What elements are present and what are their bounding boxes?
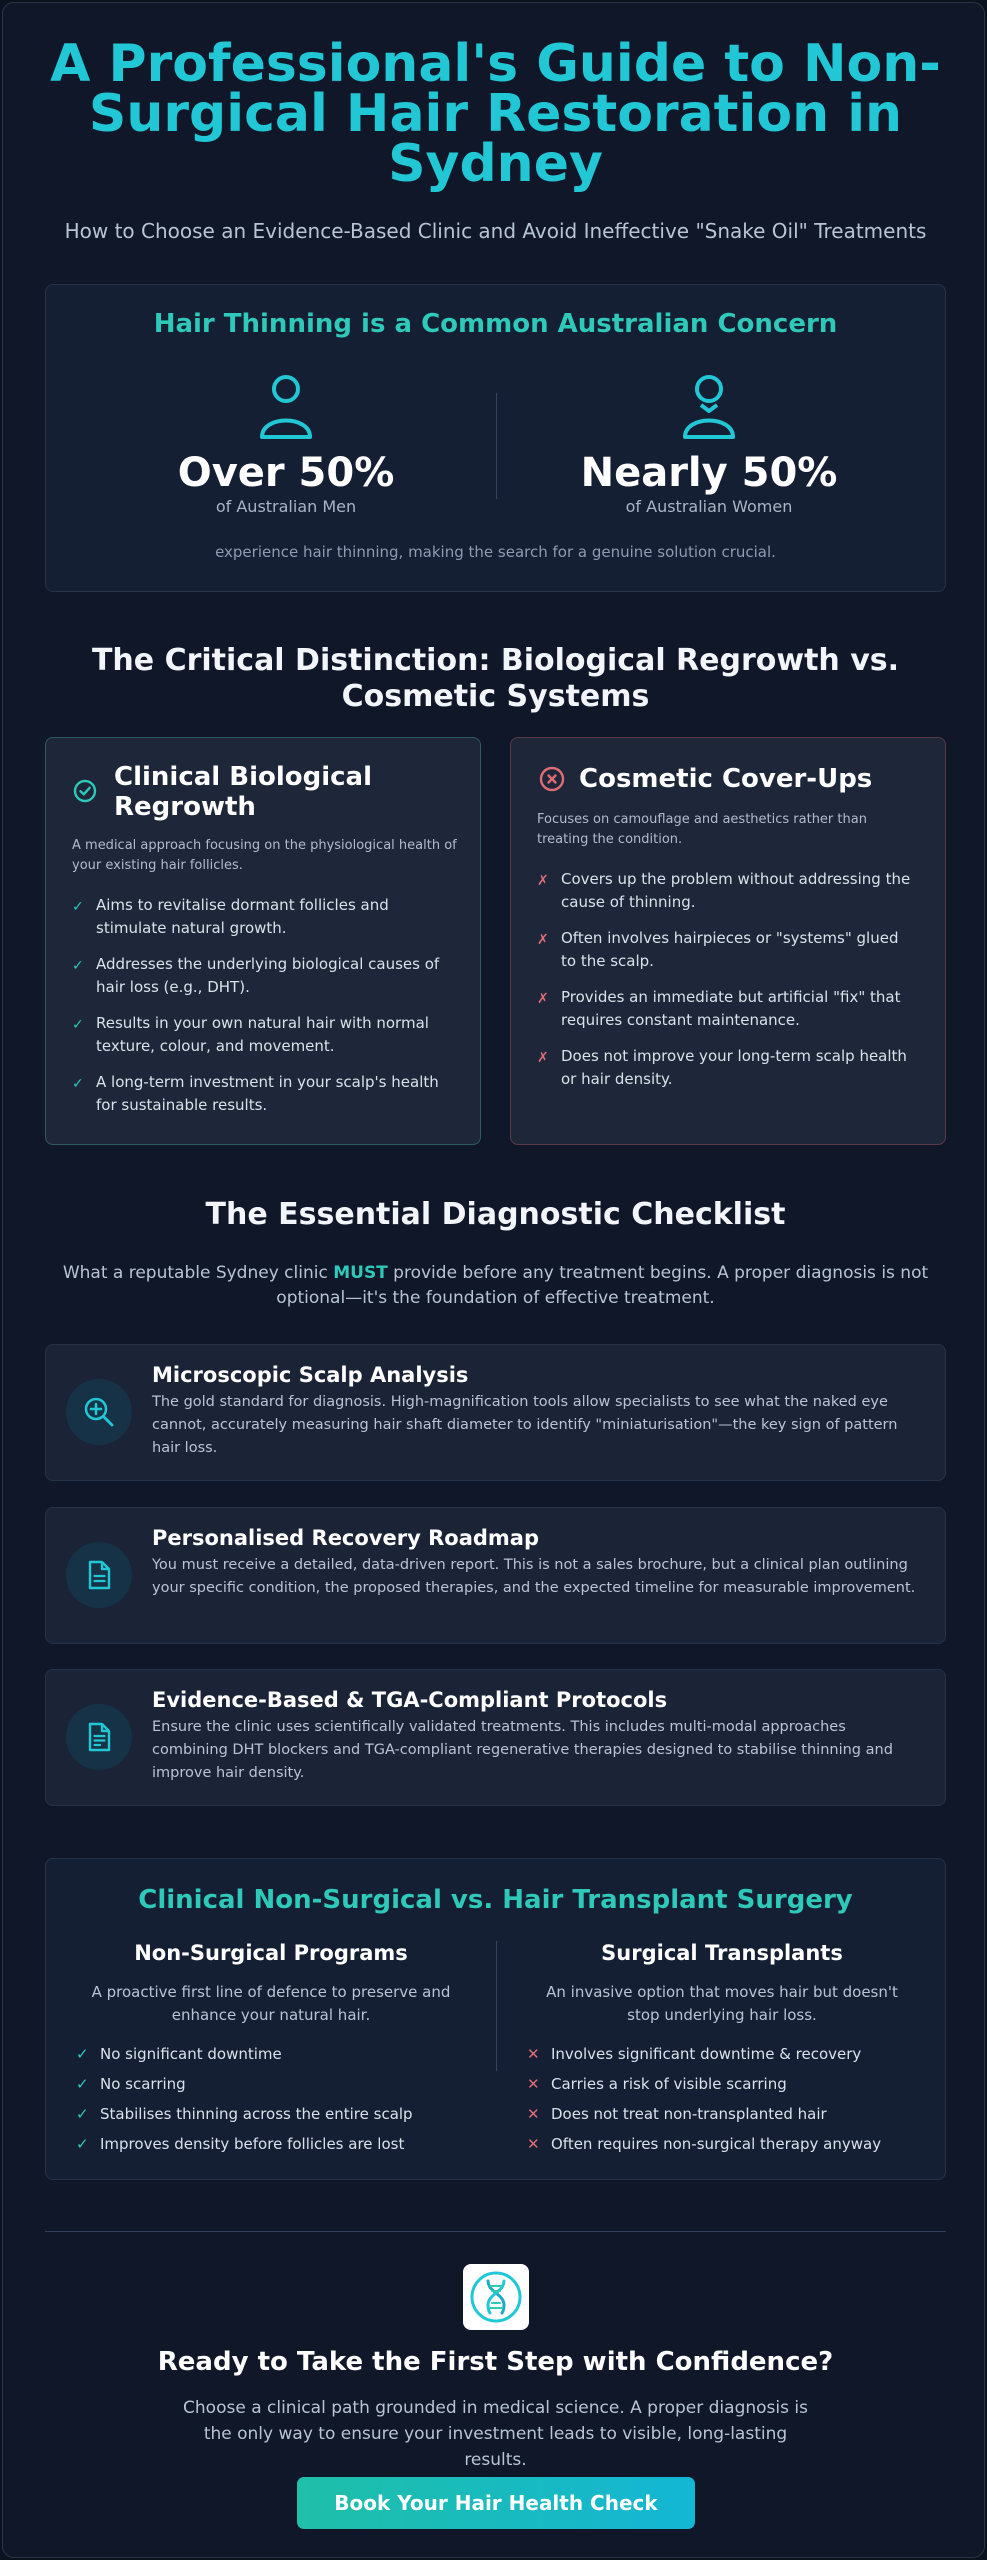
book-health-check-button[interactable]: Book Your Hair Health Check [297, 2477, 695, 2529]
list-item: ✓ Aims to revitalise dormant follicles and stimulate natural growth. [72, 896, 389, 937]
checklist-title: The Essential Diagnostic Checklist [205, 1197, 786, 1232]
card-title: Cosmetic Cover-Ups [579, 764, 873, 794]
check-icon: ✓ [76, 2135, 89, 2153]
list-item: ✗ Covers up the problem without addressing the cause of thinning. [537, 870, 911, 911]
list-item: ✓ No scarring [76, 2069, 496, 2099]
list-item: ✕ Often requires non-surgical therapy anyway [527, 2129, 947, 2159]
list-item: ✓ Results in your own natural hair with normal texture, colour, and movement. [72, 1014, 429, 1055]
x-circle-icon [539, 766, 565, 792]
list-item: ✓ Improves density before follicles are lost [76, 2129, 496, 2159]
item-title: Personalised Recovery Roadmap [152, 1526, 539, 1550]
item-title: Evidence-Based & TGA-Compliant Protocols [152, 1688, 668, 1712]
list-item: ✕ Involves significant downtime & recovery [527, 2039, 947, 2069]
cta-text: Choose a clinical path grounded in medical science. A proper diagnosis is the only way to ensure your investment leads to visible, long-lasting results. [183, 2398, 808, 2470]
dna-icon [469, 2270, 523, 2324]
cosmetic-coverups-card [510, 737, 946, 1145]
infographic-page [2, 2, 985, 2558]
column-title: Surgical Transplants [601, 1941, 843, 1965]
cross-icon: ✕ [527, 2075, 540, 2093]
item-text: Ensure the clinic uses scientifically validated treatments. This includes multi-modal approaches combining DHT blockers and TGA-compliant regenerative therapies designed to stabilise thinning and improve hair density. [152, 1719, 893, 1781]
must-emphasis: MUST [333, 1263, 388, 1283]
stats-heading: Hair Thinning is a Common Australian Concern [153, 309, 838, 339]
cta-title: Ready to Take the First Step with Confidence? [157, 2347, 834, 2377]
benefits-list [72, 894, 452, 1130]
checklist-intro: What a reputable Sydney clinic MUST provide before any treatment begins. A proper diagnosis is not optional—it's the foundation of effective treatment. [62, 1263, 929, 1308]
benefits-list [46, 2039, 496, 2159]
check-icon: ✓ [72, 899, 84, 915]
check-icon: ✓ [72, 1017, 84, 1033]
drawbacks-list [497, 2039, 947, 2159]
section-divider [45, 2231, 946, 2232]
cross-icon: ✗ [537, 873, 549, 889]
check-icon: ✓ [76, 2075, 89, 2093]
cross-icon: ✕ [527, 2135, 540, 2153]
comparison-heading: Clinical Non-Surgical vs. Hair Transplant Surgery [138, 1885, 853, 1915]
column-title: Non-Surgical Programs [134, 1941, 408, 1965]
check-icon: ✓ [76, 2045, 89, 2063]
stat-label: of Australian Women [625, 497, 793, 516]
stat-women [509, 371, 909, 516]
magnify-plus-icon [83, 1396, 115, 1428]
distinction-title: The Critical Distinction: Biological Regrowth vs. Cosmetic Systems [91, 643, 900, 714]
clinic-logo [463, 2264, 529, 2330]
stat-label: of Australian Men [215, 497, 357, 516]
cross-icon: ✗ [537, 932, 549, 948]
drawbacks-list [537, 868, 917, 1104]
stat-value: Over 50% [177, 450, 395, 496]
list-item: ✗ Often involves hairpieces or "systems" glued to the scalp. [537, 929, 899, 970]
item-title: Microscopic Scalp Analysis [152, 1363, 469, 1387]
stat-men [86, 371, 486, 516]
diagnostic-item-protocols [45, 1669, 946, 1806]
stats-divider [496, 393, 497, 499]
page-title: A Professional's Guide to Non-Surgical Hair Restoration in Sydney [50, 34, 941, 194]
non-surgical-column [46, 1941, 496, 2159]
cross-icon: ✗ [537, 991, 549, 1007]
surgical-column [497, 1941, 947, 2159]
cross-icon: ✗ [537, 1050, 549, 1066]
list-item: ✓ Stabilises thinning across the entire scalp [76, 2099, 496, 2129]
column-description: An invasive option that moves hair but doesn't stop underlying hair loss. [546, 1983, 898, 2024]
card-description: A medical approach focusing on the physiological health of your existing hair follicles. [72, 838, 457, 873]
biological-regrowth-card [45, 737, 481, 1145]
check-icon: ✓ [72, 958, 84, 974]
list-item: ✓ No significant downtime [76, 2039, 496, 2069]
cross-icon: ✕ [527, 2105, 540, 2123]
stats-card [45, 284, 946, 592]
document-lines-icon [83, 1721, 115, 1753]
user-icon [256, 371, 316, 443]
page-subtitle: How to Choose an Evidence-Based Clinic and Avoid Ineffective "Snake Oil" Treatments [64, 219, 927, 243]
card-title: Clinical Biological Regrowth [114, 762, 373, 822]
item-text: You must receive a detailed, data-driven report. This is not a sales brochure, but a clinical plan outlining your specific condition, the proposed therapies, and the expected timeline for measurable improvement. [152, 1557, 916, 1596]
check-circle-icon [72, 778, 98, 804]
document-icon [83, 1559, 115, 1591]
column-description: A proactive first line of defence to preserve and enhance your natural hair. [91, 1983, 451, 2024]
diagnostic-item-scalp-analysis [45, 1344, 946, 1481]
cross-icon: ✕ [527, 2045, 540, 2063]
list-item: ✗ Provides an immediate but artificial "fix" that requires constant maintenance. [537, 988, 901, 1029]
list-item: ✓ Addresses the underlying biological causes of hair loss (e.g., DHT). [72, 955, 440, 996]
list-item: ✗ Does not improve your long-term scalp health or hair density. [537, 1047, 907, 1088]
check-icon: ✓ [76, 2105, 89, 2123]
card-description: Focuses on camouflage and aesthetics rather than treating the condition. [537, 812, 867, 847]
item-text: The gold standard for diagnosis. High-magnification tools allow specialists to see what the naked eye cannot, accurately measuring hair shaft diameter to identify "miniaturisation"—the key sign of pattern hair loss. [152, 1394, 898, 1456]
stat-value: Nearly 50% [580, 450, 838, 496]
list-item: ✕ Carries a risk of visible scarring [527, 2069, 947, 2099]
list-item: ✕ Does not treat non-transplanted hair [527, 2099, 947, 2129]
check-icon: ✓ [72, 1076, 84, 1092]
user-female-icon [679, 371, 739, 443]
stats-footnote: experience hair thinning, making the search for a genuine solution crucial. [215, 543, 776, 561]
diagnostic-item-recovery-roadmap [45, 1507, 946, 1644]
surgical-comparison-card [45, 1858, 946, 2180]
list-item: ✓ A long-term investment in your scalp's health for sustainable results. [72, 1073, 439, 1114]
